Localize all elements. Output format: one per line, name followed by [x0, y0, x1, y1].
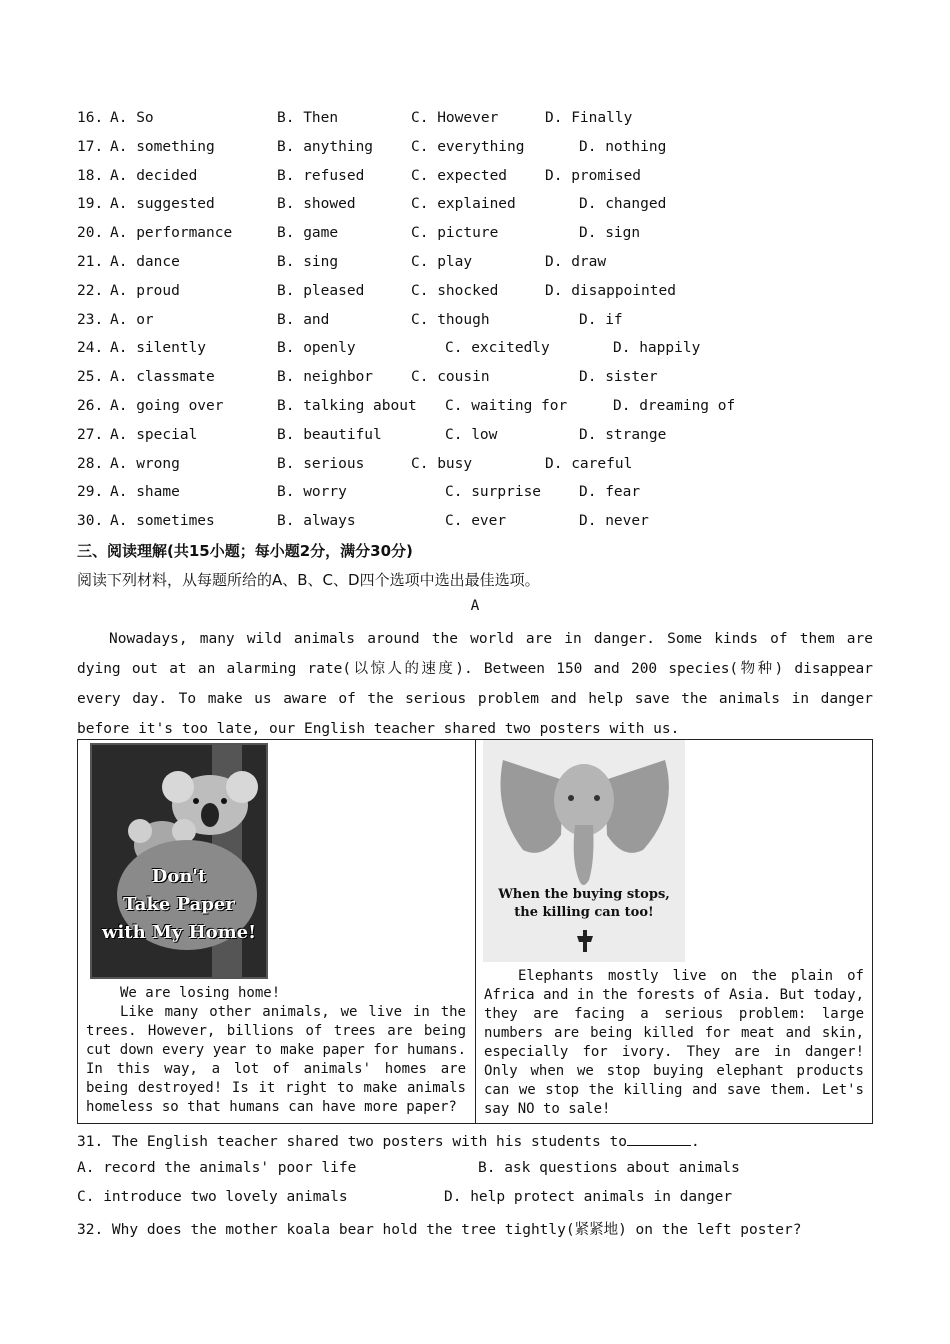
option-b: B. pleased [277, 282, 365, 299]
question-31-option-b: B. ask questions about animals [478, 1160, 740, 1176]
option-c: C. waiting for [445, 398, 568, 414]
passage-label: A [470, 598, 480, 614]
koala-caption-title: We are losing home! [120, 985, 281, 1001]
question-number: 21. [77, 254, 104, 270]
slogan-line: Don't [151, 866, 207, 887]
question-31-stem: 31. The English teacher shared two posters with his students to [77, 1134, 627, 1150]
section-instruction: 阅读下列材料，从每题所给的A、B、C、D四个选项中选出最佳选项。 [77, 571, 540, 589]
option-d: D. promised [545, 167, 642, 184]
koala-poster-image [90, 743, 268, 979]
question-31 [77, 1131, 700, 1150]
question-number: 28. [77, 455, 104, 472]
option-a: A. something [110, 138, 215, 155]
option-b: B. always [277, 513, 356, 530]
posters-table [77, 739, 873, 1124]
option-c: C. everything [411, 138, 525, 155]
option-a: A. shame [110, 484, 180, 501]
question-number: 25. [77, 369, 104, 386]
option-a: A. proud [110, 282, 180, 299]
koala-poster-caption [86, 984, 466, 1117]
question-number: 18. [77, 167, 104, 184]
option-c: C. excitedly [445, 340, 550, 357]
question-31-option-d: D. help protect animals in danger [444, 1189, 733, 1205]
option-b: B. openly [277, 340, 356, 357]
slogan-line: the killing can too! [514, 905, 654, 920]
option-b: B. Then [277, 110, 339, 126]
option-b: B. sing [277, 254, 339, 270]
koala-caption-body: Like many other animals, we live in the trees. However, billions of trees are being cut down every year to make paper for humans. In this way, a lot of animals' homes are being destroyed! Is it right to make animals homeless so that humans can have more paper? [86, 1004, 466, 1115]
option-c: C. busy [411, 455, 473, 472]
option-c: C. shocked [411, 282, 499, 299]
option-d: D. happily [613, 340, 701, 357]
question-number: 26. [77, 398, 104, 414]
option-a: A. suggested [110, 196, 215, 213]
option-a: A. sometimes [110, 513, 215, 530]
question-number: 27. [77, 426, 104, 443]
option-b: B. and [277, 311, 330, 328]
option-c: C. explained [411, 196, 516, 213]
option-a: A. So [110, 110, 154, 126]
question-number: 23. [77, 311, 104, 328]
option-c: C. low [445, 426, 498, 443]
passage-paragraph: Nowadays, many wild animals around the world are in danger. Some kinds of them are dying out at an alarming rate(以惊人的速度). Between 150 and 200 species(物种) disappear every day. To make us aware of the serious problem and help save the animals in danger before it's too late, our English teacher shared two posters with us. [77, 631, 873, 737]
option-d: D. if [579, 311, 623, 328]
option-c: C. picture [411, 225, 499, 242]
option-a: A. special [110, 426, 198, 443]
option-b: B. worry [277, 484, 347, 501]
option-a: A. wrong [110, 455, 180, 472]
option-b: B. serious [277, 455, 365, 472]
question-number: 16. [77, 110, 104, 126]
option-d: D. never [579, 513, 649, 530]
option-d: D. draw [545, 254, 607, 270]
option-c: C. play [411, 254, 473, 270]
option-d: D. disappointed [545, 282, 676, 299]
option-a: A. going over [110, 398, 224, 414]
elephant-poster-slogan [483, 886, 685, 922]
question-32: 32. Why does the mother koala bear hold the tree tightly(紧紧地) on the left poster? [77, 1222, 802, 1238]
option-d: D. strange [579, 426, 667, 443]
question-number: 20. [77, 225, 104, 242]
option-b: B. anything [277, 138, 374, 155]
elephant-caption-body: Elephants mostly live on the plain of Africa and in the forests of Asia. But today, they are facing a serious problem: large numbers are being killed for meat and skin, especially for ivory. They are in danger! Only when we stop buying elephant products can we stop the killing and save them. Let's say NO to sale! [484, 968, 864, 1117]
option-c: C. surprise [445, 484, 542, 501]
option-d: D. careful [545, 455, 633, 472]
question-number: 29. [77, 484, 104, 501]
option-c: C. though [411, 311, 490, 328]
option-d: D. dreaming of [613, 398, 736, 414]
option-d: D. nothing [579, 138, 667, 155]
option-c: C. ever [445, 513, 507, 530]
option-b: B. neighbor [277, 369, 374, 386]
option-b: B. talking about [277, 398, 417, 414]
option-c: C. expected [411, 167, 508, 184]
option-d: D. Finally [545, 110, 633, 126]
option-a: A. dance [110, 254, 180, 270]
option-a: A. or [110, 311, 154, 328]
question-31-end: . [690, 1134, 700, 1150]
option-d: D. sister [579, 369, 658, 386]
option-b: B. game [277, 225, 339, 242]
answer-blank[interactable] [627, 1131, 691, 1146]
section-heading: 三、阅读理解(共15小题；每小题2分，满分30分) [77, 542, 413, 560]
option-a: A. classmate [110, 369, 215, 386]
slogan-line: Take Paper [123, 894, 235, 915]
slogan-line: with My Home! [101, 922, 257, 943]
option-d: D. sign [579, 225, 641, 242]
slogan-line: When the buying stops, [498, 887, 670, 902]
question-number: 19. [77, 196, 104, 213]
question-31-option-c: C. introduce two lovely animals [77, 1189, 348, 1205]
table-divider [475, 740, 476, 1123]
question-number: 17. [77, 138, 104, 155]
question-31-option-a: A. record the animals' poor life [77, 1160, 357, 1176]
question-number: 24. [77, 340, 104, 357]
elephant-poster-caption [484, 967, 864, 1119]
option-b: B. beautiful [277, 426, 382, 443]
option-a: A. decided [110, 167, 198, 184]
option-a: A. performance [110, 225, 233, 242]
option-d: D. changed [579, 196, 667, 213]
option-d: D. fear [579, 484, 641, 501]
option-c: C. However [411, 110, 499, 126]
koala-poster-slogan [92, 863, 266, 947]
option-a: A. silently [110, 340, 207, 357]
question-number: 30. [77, 513, 104, 530]
option-c: C. cousin [411, 369, 490, 386]
option-b: B. refused [277, 167, 365, 184]
elephant-icon [483, 740, 685, 962]
option-b: B. showed [277, 196, 356, 213]
elephant-poster-image [483, 740, 685, 962]
question-number: 22. [77, 282, 104, 299]
